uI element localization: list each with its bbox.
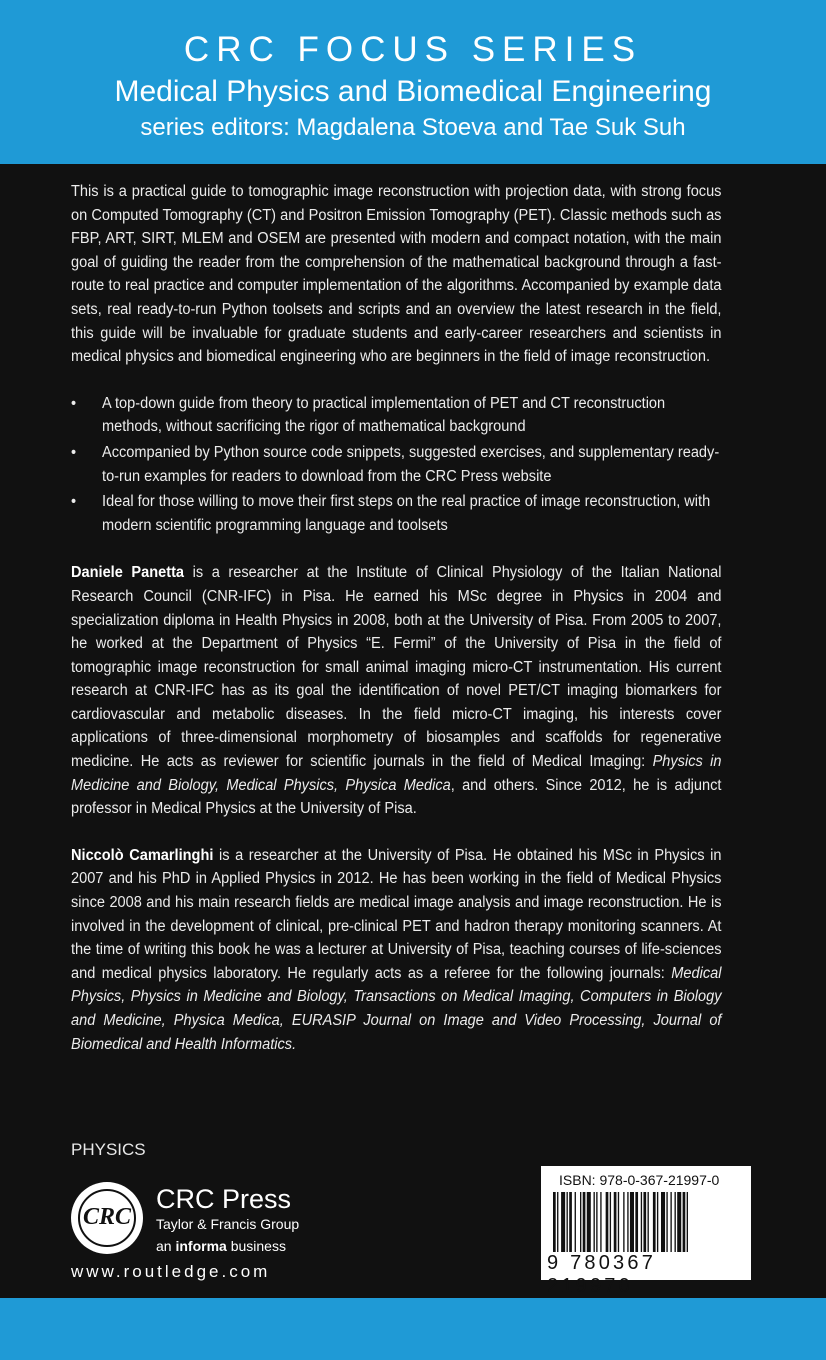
bottom-band xyxy=(0,1298,826,1360)
publisher-informa xyxy=(156,1238,286,1254)
publisher-group: Taylor & Francis Group xyxy=(156,1216,300,1232)
barcode-bars-icon xyxy=(553,1192,739,1252)
series-subtitle: Medical Physics and Biomedical Engineering xyxy=(114,75,712,108)
series-editors: series editors: Magdalena Stoeva and Tae Suk Suh xyxy=(140,114,686,141)
author-bio-camarlinghi xyxy=(71,844,721,1056)
author-bio-text: is a researcher at the University of Pisa. He obtained his MSc in Physics in 2007 and his PhD in Applied Physics in 2012. He has been working in the field of Medical Physics since 2008 and his main research fields are medical image analysis and image reconstruction. He is involved in the development of clinical, pre-clinical PET and hadron therapy monitoring scanners. At the time of writing this book he was a lecturer at University of Pisa, teaching courses of life-sciences and medical physics laboratory. He regularly acts as a referee for the following journals: xyxy=(71,846,722,982)
publisher-name: CRC Press xyxy=(156,1184,292,1214)
series-header-band xyxy=(0,0,826,164)
publisher-website: www.routledge.com xyxy=(71,1262,271,1281)
informa-prefix: an xyxy=(156,1238,176,1254)
crc-logo-icon xyxy=(71,1182,143,1254)
feature-item xyxy=(71,392,721,439)
series-name: CRC FOCUS SERIES xyxy=(183,30,643,69)
feature-text: A top-down guide from theory to practical implementation of PET and CT reconstruction methods, without sacrificing the rigor of mathematical background xyxy=(102,394,666,436)
feature-item xyxy=(71,490,721,537)
back-cover-text xyxy=(71,180,721,1079)
author-journals: Medical Physics, Physics in Medicine and Biology, Transactions on Medical Imaging, Computers in Biology and Medicine, Physica Medica, EURASIP Journal on Image and Video Processing, Journal of Biomedical and Health Informatics. xyxy=(71,964,722,1053)
isbn-label: ISBN: 978-0-367-21997-0 xyxy=(559,1172,720,1188)
feature-text: Accompanied by Python source code snippets, suggested exercises, and supplementary ready-to-run examples for readers to download from the CRC Press website xyxy=(102,443,720,485)
crc-logo-text: CRC xyxy=(82,1204,132,1230)
subject-category: PHYSICS xyxy=(71,1140,146,1159)
informa-suffix: business xyxy=(226,1238,286,1254)
author-bio-panetta xyxy=(71,561,721,821)
informa-word: informa xyxy=(175,1238,227,1254)
isbn-digits: 9 780367 219970 xyxy=(547,1252,657,1297)
bullet-icon: • xyxy=(71,493,77,511)
feature-item xyxy=(71,441,721,488)
isbn-barcode xyxy=(541,1166,751,1297)
author-name: Niccolò Camarlinghi xyxy=(71,846,214,864)
author-name: Daniele Panetta xyxy=(71,564,185,582)
author-journals: Physics in Medicine and Biology, Medical Physics, Physica Medica xyxy=(71,753,722,794)
feature-text: Ideal for those willing to move their first steps on the real practice of image reconstruction, with modern scientific programming language and toolsets xyxy=(102,493,711,534)
book-blurb: This is a practical guide to tomographic image reconstruction with projection data, with strong focus on Computed Tomography (CT) and Positron Emission Tomography (PET). Classic methods such as FBP, ART, SIRT, MLEM and OSEM are presented with modern and compact notation, with the main goal of guiding the reader from the comprehension of the mathematical background through a fast-route to real practice and computer implementation of the algorithms. Accompanied by example data sets, real ready-to-run Python toolsets and scripts and an overview the latest research in the field, this guide will be invaluable for graduate students and early-career researchers and scientists in medical physics and biomedical engineering who are beginners in the field of image reconstruction. xyxy=(71,183,722,366)
bullet-icon: • xyxy=(71,394,77,412)
feature-list xyxy=(71,392,721,538)
author-bio-text: is a researcher at the Institute of Clinical Physiology of the Italian National Research Council (CNR-IFC) in Pisa. He earned his MSc degree in Physics in 2004 and specialization diploma in Health Physics in 2008, both at the University of Pisa. From 2005 to 2007, he worked at the Department of Physics “E. Fermi” of the University of Pisa in the field of tomographic image reconstruction for small animal imaging micro-CT instrumentation. His current research at CNR-IFC has as its goal the identification of novel PET/CT imaging biomarkers for cardiovascular and metabolic diseases. In the field micro-CT imaging, his interests cover applications of three-dimensional morphometry of biosamples and scaffolds for regenerative medicine. He acts as reviewer for scientific journals in the field of Medical Imaging: xyxy=(71,564,722,771)
author-bio-end: , and others. Since 2012, he is adjunct professor in Medical Physics at the University of Pisa. xyxy=(71,776,722,818)
bullet-icon: • xyxy=(71,443,77,461)
